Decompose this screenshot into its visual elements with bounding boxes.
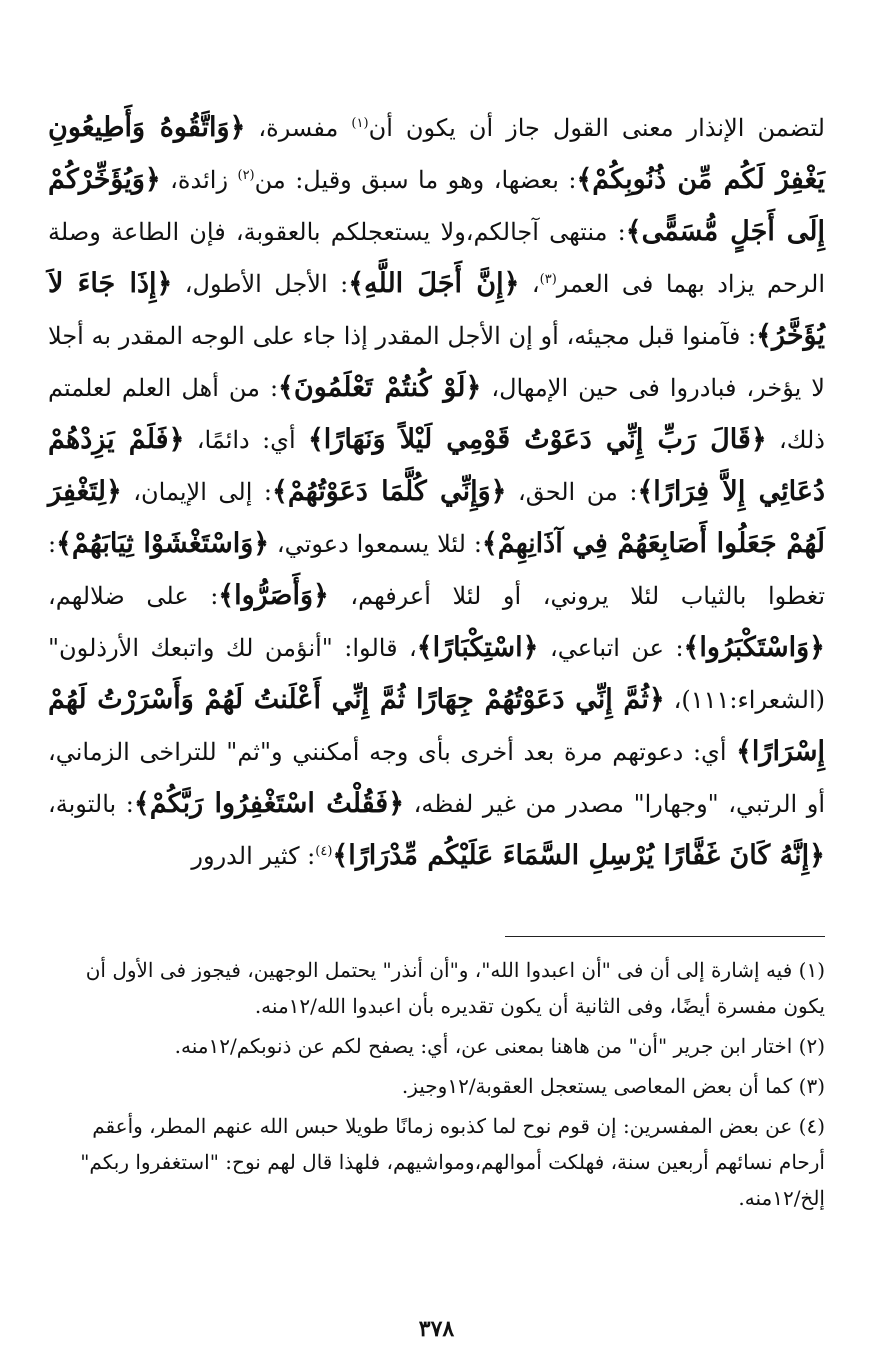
quran-verse: ﴿وَاسْتَكْبَرُوا﴾ — [683, 632, 825, 663]
commentary-text: ، قالوا: "أنؤمن لك واتبعك الأرذلون"(الشعراء:١١١)، — [48, 634, 825, 714]
commentary-text: : من أهل العلم لعلمتم ذلك، — [48, 374, 825, 454]
footnote-ref: (٤) — [315, 844, 333, 859]
commentary-text: أي: دعوتهم مرة بعد أخرى بأى وجه أمكنني و"ثم" للتراخى الزماني، أو الرتبي، "وجهارا" مصدر من غير لفظه، — [48, 738, 825, 818]
footnotes — [48, 952, 825, 1220]
commentary-text: : بعضها، وهو ما سبق وقيل: من — [254, 166, 577, 194]
footnote-ref: (٢) — [237, 168, 255, 183]
main-text — [48, 102, 825, 882]
commentary-text: : على ضلالهم، — [48, 582, 219, 610]
quran-verse: ﴿وَاتَّقُوهُ وَأَطِيعُونِ يَغْفِرْ لَكُم مِّن ذُنُوبِكُمْ﴾ — [48, 112, 825, 195]
commentary-text: : منتهى آجالكم،ولا يستعجلكم بالعقوبة، فإن الطاعة وصلة الرحم يزاد بهما فى العمر — [48, 218, 826, 298]
quran-verse: ﴿وَاسْتَغْشَوْا ثِيَابَهُمْ﴾ — [56, 528, 270, 559]
commentary-text: : الأجل الأطول، — [172, 270, 349, 298]
commentary-text: زائدة، — [160, 166, 238, 194]
commentary-text: : إلى الإيمان، — [121, 478, 273, 506]
quran-verse: ﴿ثُمَّ إِنِّي دَعَوْتُهُمْ جِهَارًا ثُمَّ إِنِّي أَعْلَنتُ لَهُمْ وَأَسْرَرْتُ لَهُمْ إِسْرَارًا﴾ — [48, 684, 825, 767]
footnote-item: (١) فيه إشارة إلى أن فى "أن اعبدوا الله"، و"أن أنذر" يحتمل الوجهين، فيجوز فى الأول أن يكون مفسرة أيضًا، وفى الثانية أن يكون تقديره بأن اعبدوا الله/١٢منه. — [85, 958, 825, 1018]
quran-verse: ﴿قَالَ رَبِّ إِنِّي دَعَوْتُ قَوْمِي لَيْلاً وَنَهَارًا﴾ — [307, 424, 767, 455]
page-number: ٣٧٨ — [418, 1316, 455, 1342]
footnote-item: (٤) عن بعض المفسرين: إن قوم نوح لما كذبوه زمانًا طويلا حبس الله عنهم المطر، وأعقم أرحام نسائهم أربعين سنة، فهلكت أموالهم،ومواشيهم، فلهذا قال لهم نوح: "استغفروا ربكم" إلخ/١٢منه. — [80, 1114, 825, 1210]
quran-verse: ﴿وَإِنِّي كُلَّمَا دَعَوْتُهُمْ﴾ — [272, 476, 507, 507]
footnote-divider — [505, 936, 825, 937]
commentary-text: : تغطوا بالثياب لئلا يروني، أو لئلا أعرفهم، — [48, 530, 825, 610]
commentary-text: : لئلا يسمعوا دعوتي، — [269, 530, 482, 558]
commentary-text: ، — [519, 270, 540, 298]
quran-verse: ﴿فَقُلْتُ اسْتَغْفِرُوا رَبَّكُمْ﴾ — [133, 788, 405, 819]
quran-verse: ﴿إِذَا جَاءَ لاَ يُؤَخَّرُ﴾ — [48, 268, 825, 351]
commentary-text: لتضمن الإنذار معنى القول جاز أن يكون أن — [368, 114, 825, 142]
quran-verse: ﴿وَأَصَرُّوا﴾ — [218, 580, 329, 611]
quran-verse: ﴿لِتَغْفِرَ لَهُمْ جَعَلُوا أَصَابِعَهُمْ فِي آذَانِهِمْ﴾ — [48, 476, 825, 559]
quran-verse: ﴿إِنَّهُ كَانَ غَفَّارًا يُرْسِلِ السَّمَاءَ عَلَيْكُم مِّدْرَارًا﴾ — [332, 840, 825, 871]
quran-verse: ﴿اسْتِكْبَارًا﴾ — [416, 632, 539, 663]
commentary-text: : عن اتباعي، — [538, 634, 684, 662]
commentary-text: : فآمنوا قبل مجيئه، أو إن الأجل المقدر إذا جاء على الوجه المقدر به أجلا لا يؤخر، فبادروا فى حين الإمهال، — [48, 322, 825, 402]
footnote-item: (٣) كما أن بعض المعاصى يستعجل العقوبة/١٢وجيز. — [401, 1074, 825, 1098]
footnote-item: (٢) اختار ابن جرير "أن" من هاهنا بمعنى عن، أي: يصفح لكم عن ذنوبكم/١٢منه. — [174, 1034, 825, 1058]
footnote-ref: (١) — [351, 116, 369, 131]
footnote-ref: (٣) — [539, 272, 557, 287]
quran-verse: ﴿وَيُؤَخِّرْكُمْ إِلَى أَجَلٍ مُّسَمًّى﴾ — [48, 164, 825, 247]
commentary-text: : كثير الدرور — [191, 842, 316, 870]
quran-verse: ﴿فَلَمْ يَزِدْهُمْ دُعَائِي إِلاَّ فِرَارًا﴾ — [48, 424, 825, 507]
quran-verse: ﴿إِنَّ أَجَلَ اللَّهِ﴾ — [348, 268, 520, 299]
commentary-text: مفسرة، — [245, 114, 352, 142]
commentary-text: أي: دائمًا، — [184, 426, 308, 454]
commentary-text: : من الحق، — [506, 478, 638, 506]
commentary-text: : بالتوبة، — [48, 790, 134, 818]
quran-verse: ﴿لَوْ كُنتُمْ تَعْلَمُونَ﴾ — [278, 372, 482, 403]
